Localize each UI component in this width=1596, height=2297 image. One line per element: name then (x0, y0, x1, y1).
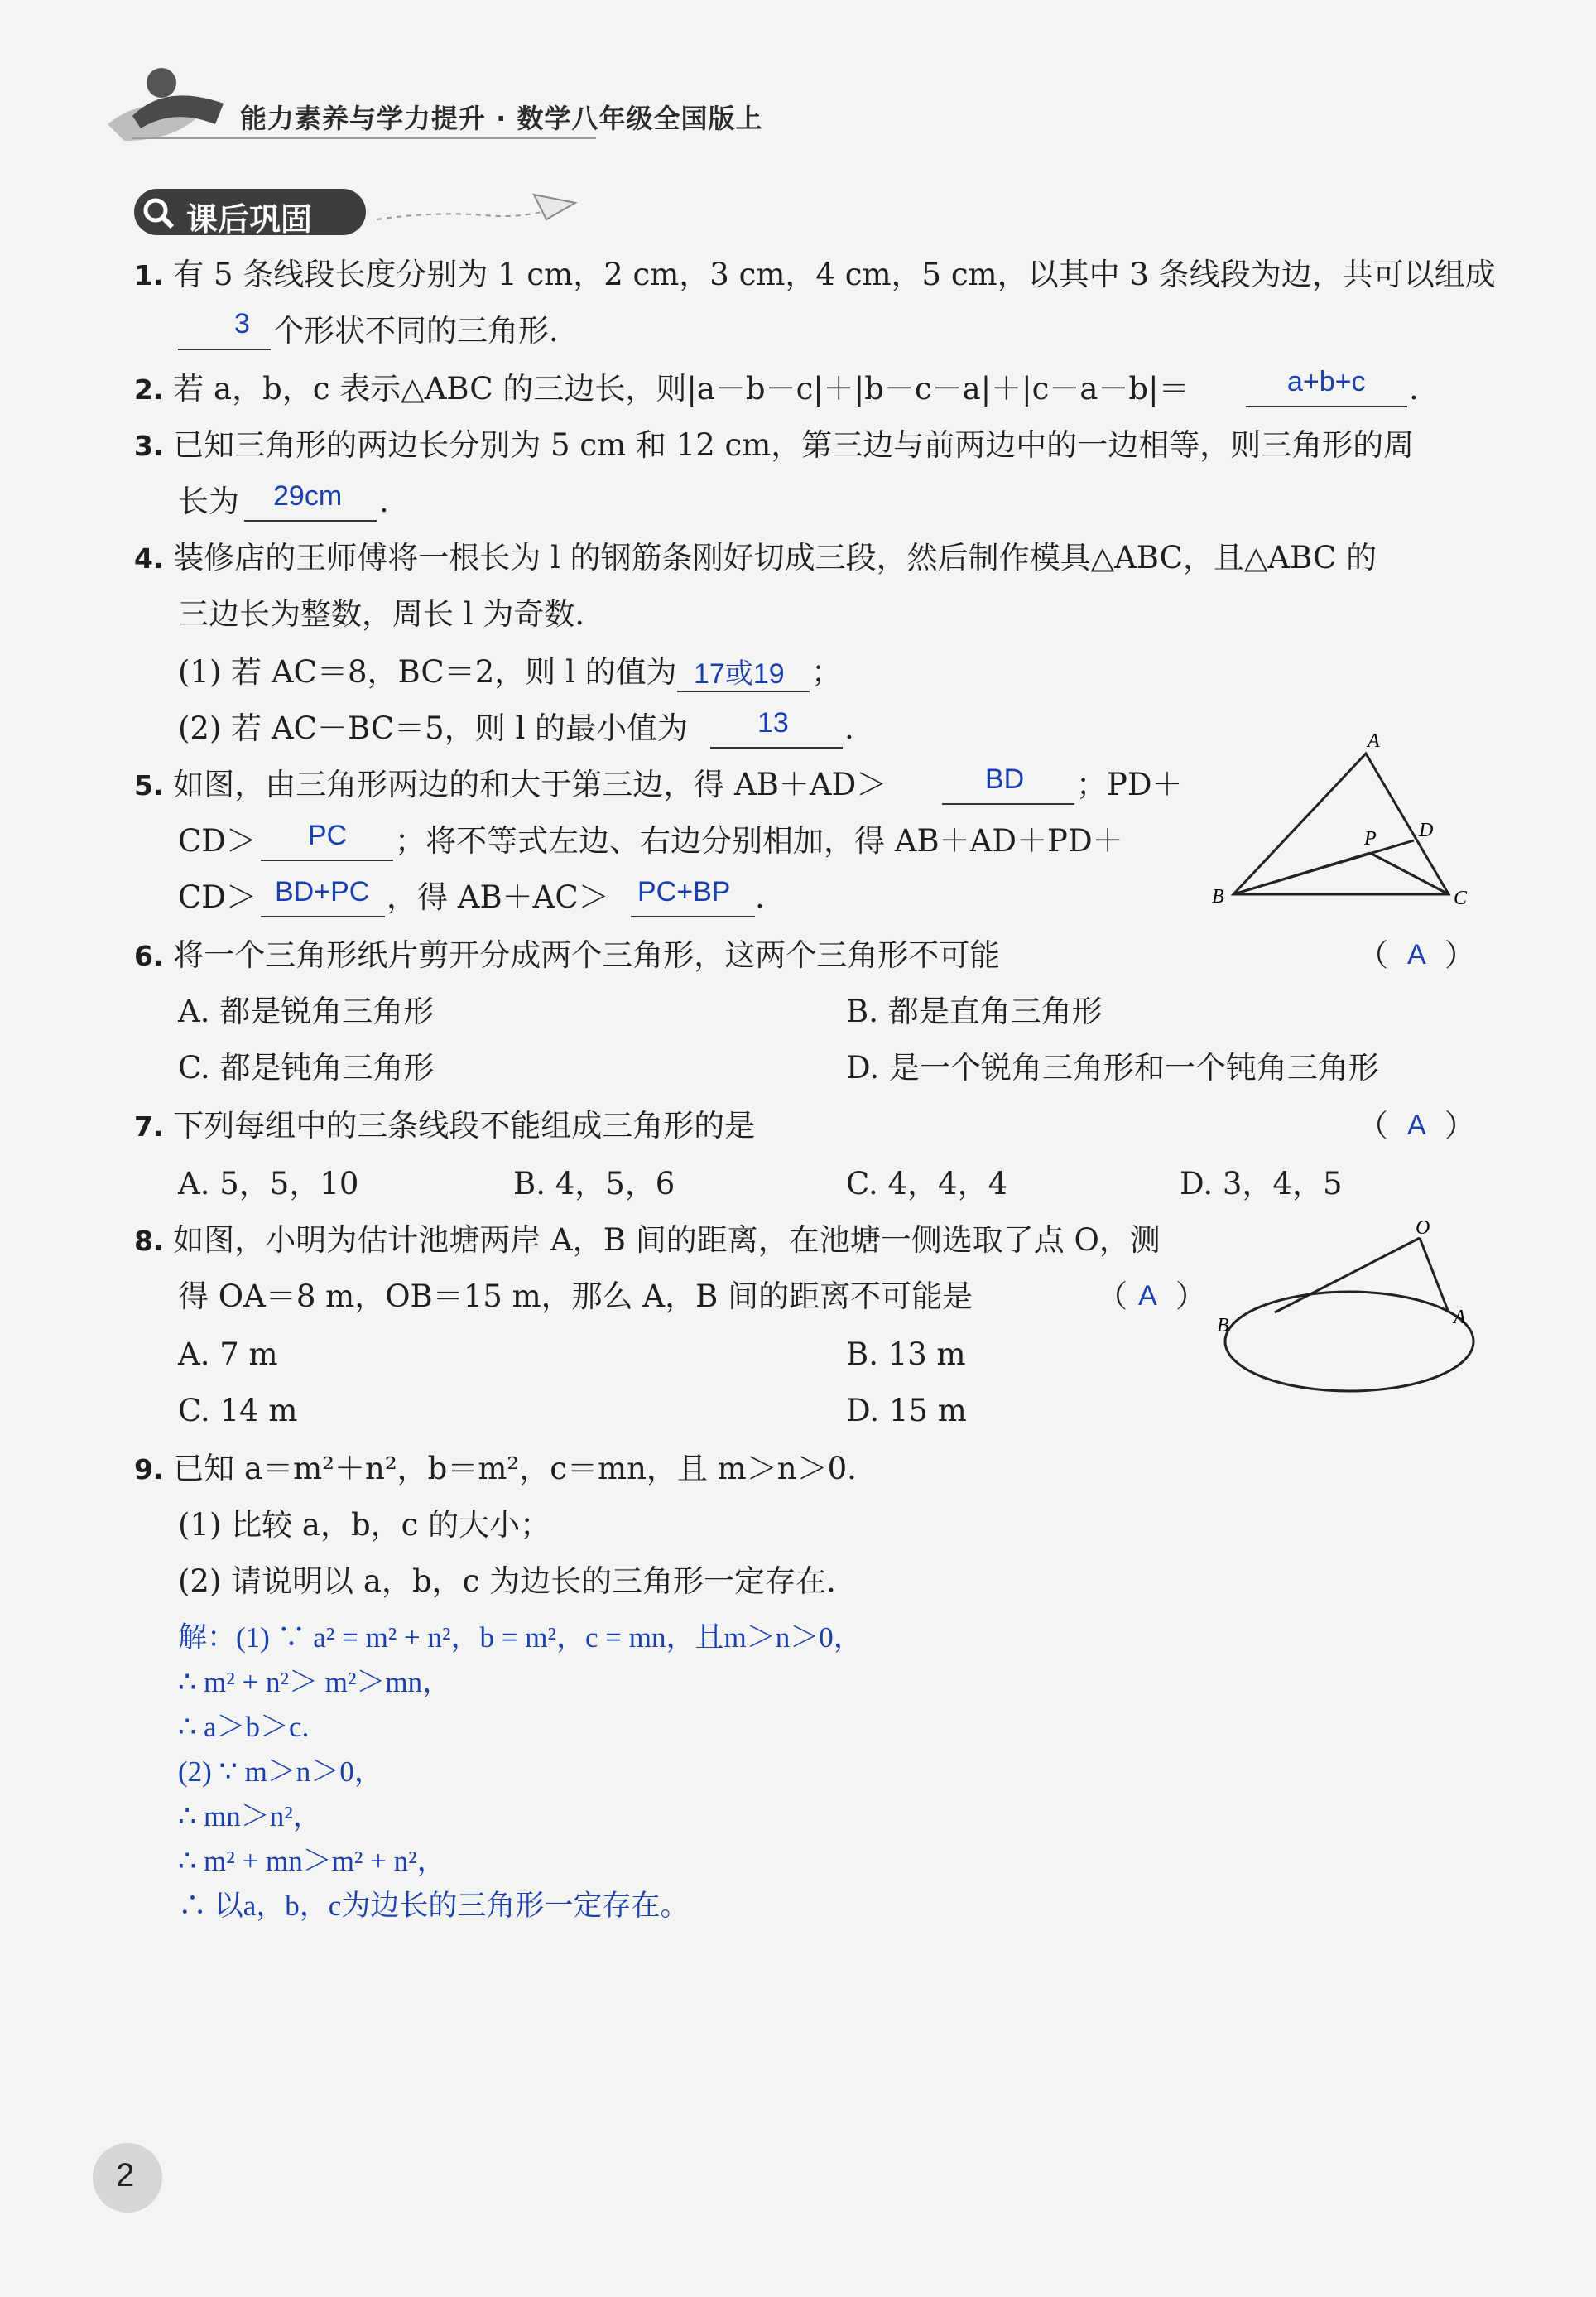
q5-line3-mid: ，得 AB＋AC＞ (387, 879, 609, 915)
q5-blank4 (631, 916, 755, 917)
q5-answer3: BD+PC (275, 876, 370, 908)
fig5-label-c: C (1454, 888, 1468, 909)
fig5-label-a: A (1368, 730, 1380, 752)
q2-line: 2. 若 a，b，c 表示△ABC 的三边长，则|a－b－c|＋|b－c－a|＋|c－a－b|＝ (134, 371, 1190, 407)
q5-line2-end: ；将不等式左边、右边分别相加，得 AB＋AD＋PD＋ (395, 823, 1123, 859)
solution-line-4: (2) ∵ m＞n＞0， (178, 1755, 383, 1788)
q7-option-c: C. 4，4，4 (846, 1166, 1008, 1201)
q5-line3-end: . (755, 879, 765, 915)
q7-option-a: A. 5，5，10 (178, 1166, 359, 1201)
fig5-label-b: B (1212, 886, 1224, 908)
q9-line1: 9. 已知 a＝m²＋n²，b＝m²，c＝mn，且 m＞n＞0. (134, 1451, 857, 1486)
q6-option-a: A. 都是锐角三角形 (178, 994, 435, 1029)
q7-paren-close: ） (1445, 1108, 1475, 1144)
q7-line: 7. 下列每组中的三条线段不能组成三角形的是 (134, 1108, 756, 1144)
header-underline (132, 137, 596, 139)
q4-sub2-blank (710, 747, 843, 749)
solution-line-6: ∴ m² + mn＞m² + n²， (178, 1845, 446, 1877)
header-title: 能力素养与学力提升 · 数学八年级全国版上 (240, 103, 763, 134)
q8-paren-open: （ (1097, 1279, 1127, 1314)
q8-paren-close: ） (1175, 1279, 1206, 1314)
q1-blank (178, 349, 271, 350)
header-logo (99, 58, 240, 149)
q8-option-d: D. 15 m (846, 1393, 967, 1428)
q9-sub1: (1) 比较 a，b，c 的大小； (178, 1507, 551, 1543)
pond-figure (1209, 1217, 1490, 1399)
q4-sub1-answer: 17或19 (694, 658, 785, 690)
q8-answer: A (1138, 1280, 1157, 1312)
q5-answer1: BD (985, 763, 1025, 795)
q5-line2-start: CD＞ (178, 823, 257, 859)
solution-line-5: ∴ mn＞n²， (178, 1800, 322, 1832)
q4-sub1-end: ； (811, 654, 842, 690)
q6-option-b: B. 都是直角三角形 (846, 994, 1103, 1029)
q3-line1: 3. 已知三角形的两边长分别为 5 cm 和 12 cm，第三边与前两边中的一边相等，则三角形的周 (134, 427, 1415, 463)
q1-line1: 1. 有 5 条线段长度分别为 1 cm，2 cm，3 cm，4 cm，5 cm，以其中 3 条线段为边，共可以组成 (134, 257, 1496, 292)
section-title: 课后巩固 (186, 201, 313, 238)
solution-line-2: ∴ m² + n²＞ m²＞mn， (178, 1666, 452, 1698)
fig8-label-a: A (1454, 1307, 1466, 1328)
q7-paren-open: （ (1358, 1108, 1388, 1144)
q6-answer: A (1407, 939, 1426, 970)
page-number: 2 (116, 2157, 135, 2193)
q5-blank1 (942, 803, 1074, 805)
q4-sub1: (1) 若 AC＝8，BC＝2，则 l 的值为 (178, 654, 677, 690)
q6-option-c: C. 都是钝角三角形 (178, 1050, 435, 1086)
solution-line-7: ∴ 以a，b，c为边长的三角形一定存在。 (178, 1890, 690, 1922)
q2-answer: a+b+c (1287, 366, 1366, 397)
q8-option-a: A. 7 m (178, 1336, 278, 1372)
q4-sub2-answer: 13 (757, 707, 789, 739)
q7-answer: A (1407, 1110, 1426, 1141)
q7-option-b: B. 4，5，6 (513, 1166, 675, 1201)
q2-blank (1246, 406, 1407, 407)
q8-option-c: C. 14 m (178, 1393, 298, 1428)
triangle-figure (1200, 729, 1490, 919)
fig8-label-o: O (1416, 1217, 1430, 1239)
q5-blank2 (261, 860, 393, 861)
solution-line-1: 解：(1) ∵ a² = m² + n²，b = m²，c = mn，且m＞n＞0， (178, 1621, 863, 1654)
q3-end: . (379, 484, 389, 519)
q2-end: . (1409, 371, 1419, 407)
q4-sub2-end: . (844, 710, 854, 746)
q5-answer4: PC+BP (637, 876, 731, 908)
q4-line1: 4. 装修店的王师傅将一根长为 l 的钢筋条刚好切成三段，然后制作模具△ABC，且△ABC 的 (134, 540, 1377, 575)
paper-plane-icon (368, 186, 584, 236)
q1-line2: 个形状不同的三角形. (273, 313, 559, 349)
q3-line2: 长为 (178, 484, 239, 519)
q5-line3-start: CD＞ (178, 879, 257, 915)
q6-option-d: D. 是一个锐角三角形和一个钝角三角形 (846, 1050, 1379, 1086)
q4-sub2: (2) 若 AC－BC＝5，则 l 的最小值为 (178, 710, 689, 746)
q8-line2: 得 OA＝8 m，OB＝15 m，那么 A，B 间的距离不可能是 (178, 1279, 973, 1314)
fig8-label-b: B (1217, 1315, 1229, 1336)
q5-line1: 5. 如图，由三角形两边的和大于第三边，得 AB＋AD＞ (134, 767, 887, 802)
solution-line-3: ∴ a＞b＞c. (178, 1711, 310, 1743)
search-icon (141, 195, 177, 232)
q5-line1-end: ；PD＋ (1076, 767, 1183, 802)
q3-blank (244, 520, 377, 522)
q5-answer2: PC (308, 820, 348, 851)
q6-line: 6. 将一个三角形纸片剪开分成两个三角形，这两个三角形不可能 (134, 937, 1001, 973)
q8-line1: 8. 如图，小明为估计池塘两岸 A，B 间的距离，在池塘一侧选取了点 O，测 (134, 1222, 1161, 1258)
fig5-label-p: P (1364, 828, 1377, 850)
q9-sub2: (2) 请说明以 a，b，c 为边长的三角形一定存在. (178, 1563, 836, 1599)
q6-paren-open: （ (1358, 937, 1388, 973)
q4-line2: 三边长为整数，周长 l 为奇数. (178, 596, 585, 632)
q8-option-b: B. 13 m (846, 1336, 966, 1372)
q5-blank3 (261, 916, 385, 917)
q3-answer: 29cm (273, 480, 343, 512)
q1-answer: 3 (234, 308, 250, 339)
fig5-label-d: D (1419, 820, 1434, 841)
q6-paren-close: ） (1445, 937, 1475, 973)
q7-option-d: D. 3，4，5 (1180, 1166, 1343, 1201)
